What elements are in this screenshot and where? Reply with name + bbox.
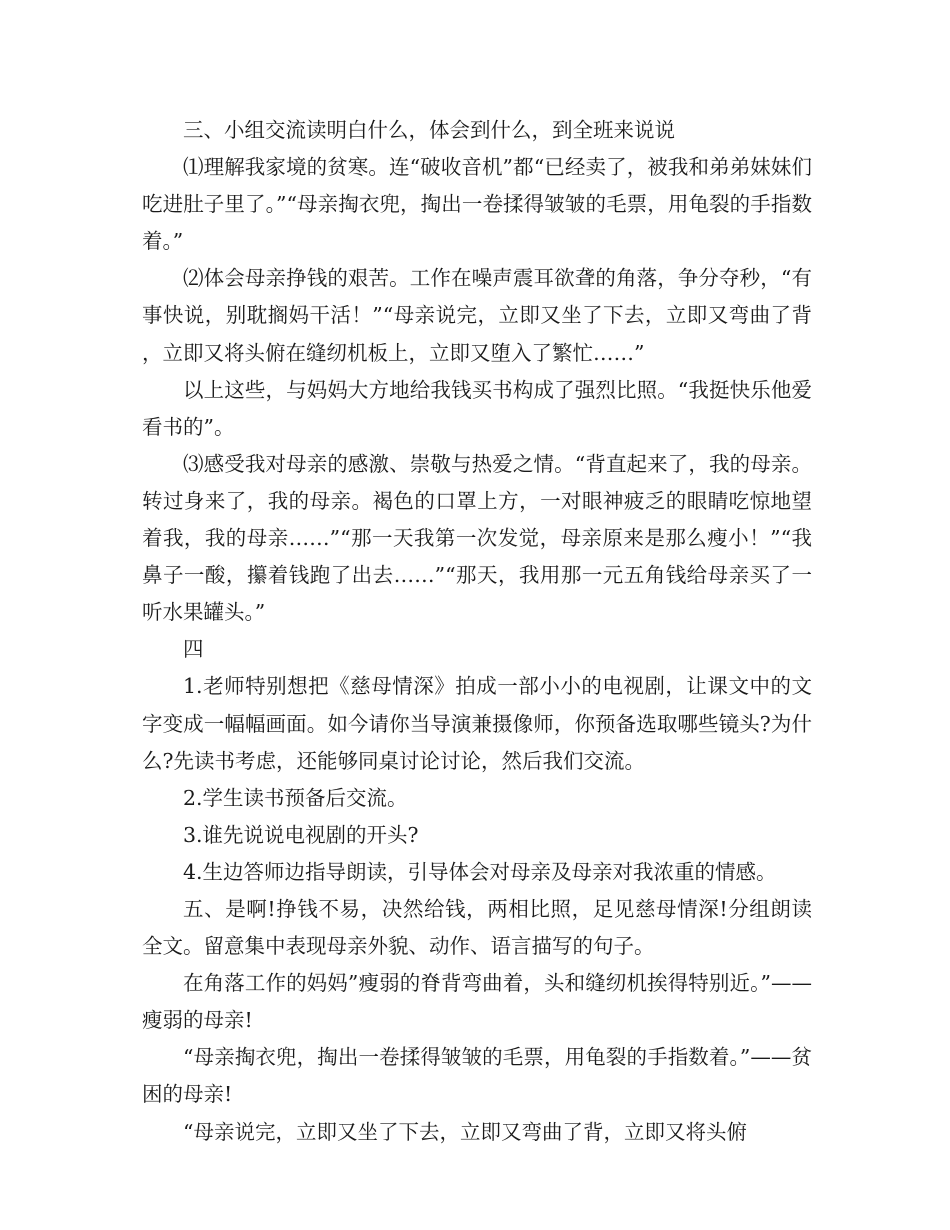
list-item-2: 2.学生读书预备后交流。 (183, 785, 408, 810)
section-heading-3: 三、小组交流读明白什么，体会到什么，到全班来说说 (183, 118, 675, 142)
paragraph-gratitude: ⑶感受我对母亲的感激、崇敬与热爱之情。“背直起来了，我的母亲。转过身来了，我的母亲。褐色的口罩上方，一对眼神疲乏的眼睛吃惊地望着我，我的母亲……”“那一天我第一次发觉，母亲原来是那么瘦小！”“我鼻子一酸，攥着钱跑了出去……”“那天，我用那一元五角钱给母亲买了一听水果罐头。” (142, 451, 812, 625)
quote-poor-mother: “母亲掏衣兜，掏出一卷揉得皱皱的毛票，用龟裂的手指数着。”——贫困的母亲! (142, 1045, 812, 1107)
paragraph-poverty: ⑴理解我家境的贫寒。连“破收音机”都“已经卖了，被我和弟弟妹妹们吃进肚子里了。”“母亲掏衣兜，掏出一卷揉得皱皱的毛票，用龟裂的手指数着。” (142, 155, 812, 254)
quote-thin-mother: 在角落工作的妈妈”瘦弱的脊背弯曲着，头和缝纫机挨得特别近。”——瘦弱的母亲! (142, 971, 812, 1033)
section-heading-4: 四 (183, 637, 204, 662)
section-heading-5: 五、是啊!挣钱不易，决然给钱，两相比照，足见慈母情深!分组朗读全文。留意集中表现母亲外貌、动作、语言描写的句子。 (142, 896, 812, 959)
document-body (142, 112, 812, 1151)
quote-busy-mother: “母亲说完，立即又坐了下去，立即又弯曲了背，立即又将头俯 (183, 1119, 747, 1144)
paragraph-contrast: 以上这些，与妈妈大方地给我钱买书构成了强烈比照。“我挺快乐他爱看书的”。 (142, 377, 812, 439)
list-item-4: 4.生边答师边指导朗读，引导体会对母亲及母亲对我浓重的情感。 (183, 859, 777, 884)
list-item-1: 1.老师特别想把《慈母情深》拍成一部小小的电视剧，让课文中的文字变成一幅幅画面。如今请你当导演兼摄像师，你预备选取哪些镜头?为什么?先读书考虑，还能够同桌讨论讨论，然后我们交流。 (142, 674, 812, 773)
paragraph-hardship: ⑵体会母亲挣钱的艰苦。工作在噪声震耳欲聋的角落，争分夺秒，“有事快说，别耽搁妈干活！”“母亲说完，立即又坐了下去，立即又弯曲了背，立即又将头俯在缝纫机板上，立即又堕入了繁忙……” (142, 266, 812, 365)
list-item-3: 3.谁先说说电视剧的开头? (183, 822, 419, 847)
